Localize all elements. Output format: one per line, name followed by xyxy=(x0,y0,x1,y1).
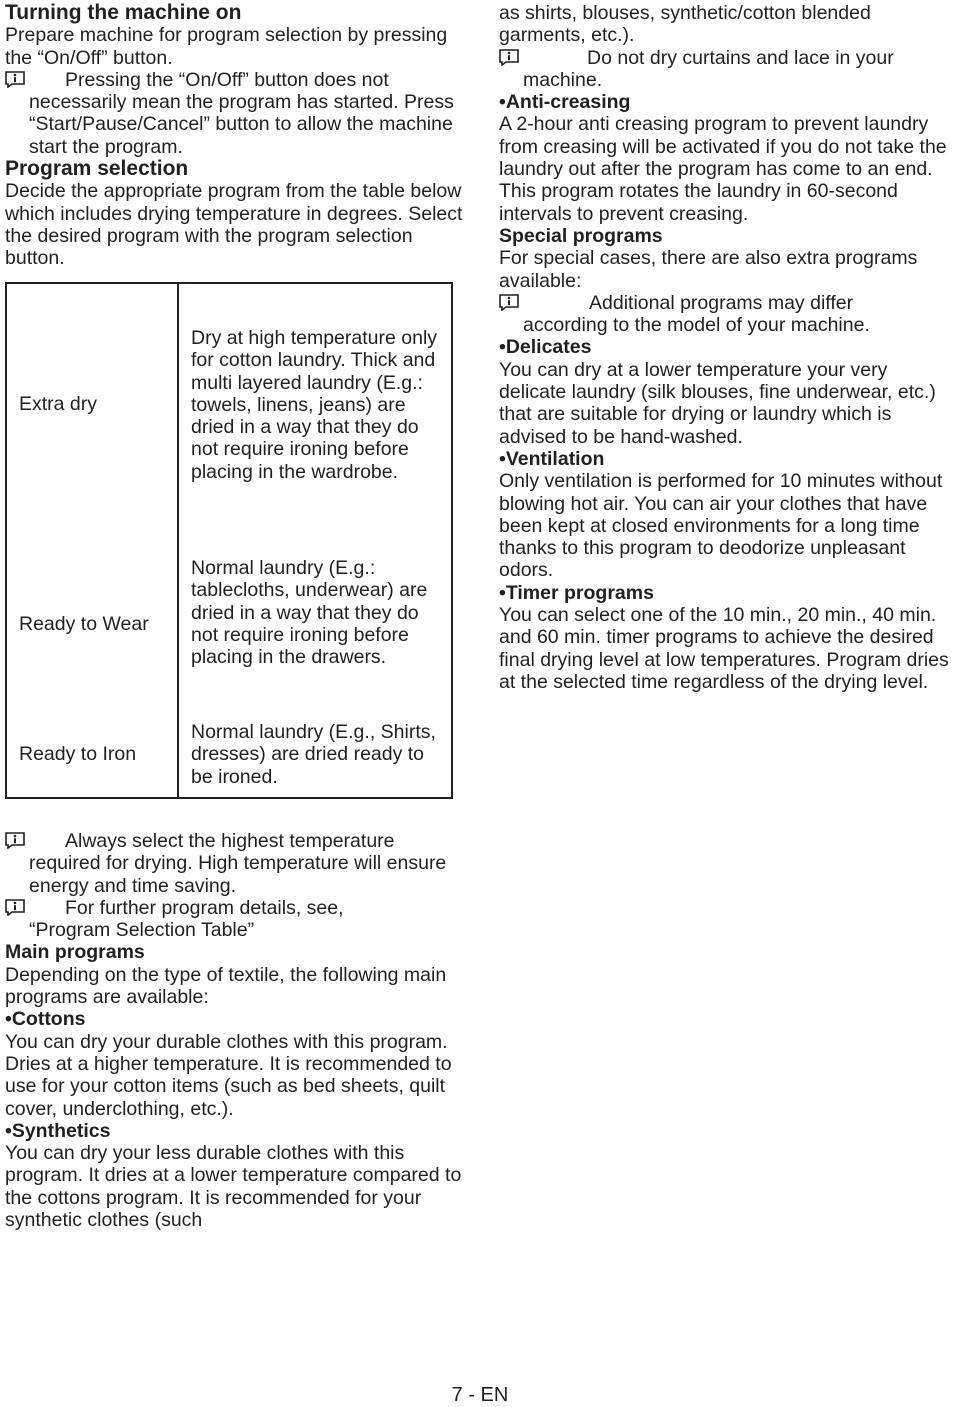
special-programs-heading: Special programs xyxy=(499,224,663,247)
table-divider xyxy=(177,284,179,797)
cottons-text: You can dry your durable clothes with this program. Dries at a higher temperature. It is recommended to use for your cotton items (such as bed sheets, quilt cover, underclothing, etc.). xyxy=(5,1030,452,1120)
table-row-desc: Normal laundry (E.g., Shirts, dresses) are dried ready to be ironed. xyxy=(191,721,436,788)
timer-programs-text: You can select one of the 10 min., 20 min., 40 min. and 60 min. timer programs to achieve the desired final drying level at low temperatures. Program dries at the selected time regardless of the drying level. xyxy=(499,604,949,693)
delicates-text: You can dry at a lower temperature your very delicate laundry (silk blouses, fine underwear, etc.) that are suitable for drying or laundry which is advised to be hand-washed. xyxy=(499,358,936,448)
synthetics-text: You can dry your less durable clothes with this program. It dries at a lower temperature compared to the cottons program. It is recommended for your synthetic clothes (such xyxy=(5,1142,462,1232)
info-note-text-cont: machine. xyxy=(523,68,603,91)
synthetics-heading: •Synthetics xyxy=(5,1119,111,1142)
info-note xyxy=(499,292,960,337)
table-row-desc: Normal laundry (E.g.: tablecloths, underwear) are dried in a way that they do not require ironing before placing in the drawers. xyxy=(191,557,428,669)
info-icon xyxy=(5,71,25,88)
delicates-heading: •Delicates xyxy=(499,336,592,359)
info-note xyxy=(5,69,475,158)
right-column xyxy=(499,2,960,693)
info-icon xyxy=(5,832,25,849)
info-icon xyxy=(499,49,519,66)
main-programs-text: Depending on the type of textile, the following main programs are available: xyxy=(5,963,447,1009)
page-number: 7 - EN xyxy=(451,1384,509,1406)
synthetics-text-cont: as shirts, blouses, synthetic/cotton blended garments, etc.). xyxy=(499,2,871,47)
info-note xyxy=(499,47,960,92)
table-row-desc: Dry at high temperature only for cotton laundry. Thick and multi layered laundry (E.g.: towels, linens, jeans) are dried in a way that they do not require ironing before placing in the wardrobe. xyxy=(191,327,438,483)
info-note-text: For further program details, see, xyxy=(65,896,344,919)
info-note xyxy=(5,897,475,942)
table-row-label: Ready to Wear xyxy=(19,613,149,635)
anti-creasing-heading: •Anti-creasing xyxy=(499,91,631,114)
info-note-text: Do not dry curtains and lace in your xyxy=(587,46,894,69)
left-column xyxy=(5,2,475,270)
ventilation-heading: •Ventilation xyxy=(499,447,605,470)
ventilation-text: Only ventilation is performed for 10 minutes without blowing hot air. You can air your clothes that have been kept at closed environments for a long time thanks to this program to deodorize unpleasant odors. xyxy=(499,470,943,582)
info-note-text-cont: required for drying. High temperature will ensure energy and time saving. xyxy=(29,852,447,897)
info-icon xyxy=(5,899,25,916)
timer-programs-heading: •Timer programs xyxy=(499,581,654,604)
bottom-left-column xyxy=(5,830,475,1231)
table-row-label: Extra dry xyxy=(19,393,98,415)
turning-on-heading: Turning the machine on xyxy=(5,1,242,24)
info-note xyxy=(5,830,475,897)
turning-on-text: Prepare machine for program selection by pressing the “On/Off” button. xyxy=(5,24,448,69)
special-programs-text: For special cases, there are also extra programs available: xyxy=(499,247,918,292)
cottons-heading: •Cottons xyxy=(5,1008,86,1031)
info-note-text-cont: necessarily mean the program has started. Press “Start/Pause/Cancel” button to allow the machine start the program. xyxy=(29,91,454,158)
program-selection-text: Decide the appropriate program from the table below which includes drying temperature in degrees. Select the desired program with the program selection button. xyxy=(5,180,463,270)
info-note-text-cont: “Program Selection Table” xyxy=(29,919,255,942)
main-programs-heading: Main programs xyxy=(5,941,145,964)
info-note-text: Pressing the “On/Off” button does not xyxy=(65,68,389,91)
info-note-text-cont: according to the model of your machine. xyxy=(523,314,870,337)
info-note-text: Additional programs may differ xyxy=(589,291,854,314)
table-row-label: Ready to Iron xyxy=(19,743,137,765)
info-note-text: Always select the highest temperature xyxy=(65,830,395,852)
info-icon xyxy=(499,294,519,311)
anti-creasing-text: A 2-hour anti creasing program to prevent laundry from creasing will be activated if you do not take the laundry out after the program has come to an end. This program rotates the laundry in 60-second intervals to prevent creasing. xyxy=(499,113,947,225)
program-selection-heading: Program selection xyxy=(5,157,189,181)
drying-level-table xyxy=(5,282,453,799)
